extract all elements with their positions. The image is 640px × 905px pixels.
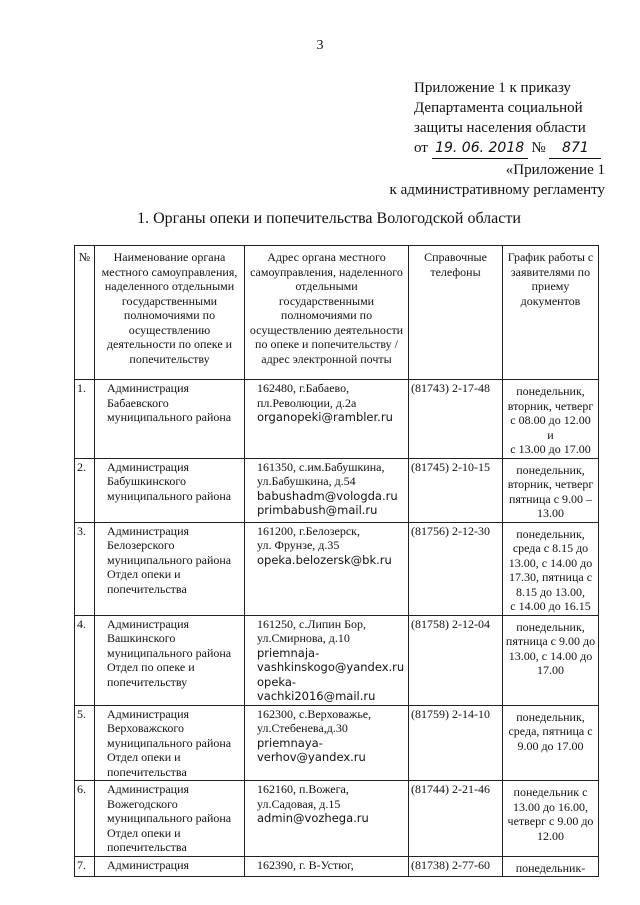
organ-name-line: Вашкинского bbox=[107, 631, 176, 645]
organ-name-line: Верховажского bbox=[107, 721, 184, 735]
organ-name-cell bbox=[95, 856, 245, 877]
schedule-line: 17.00 bbox=[537, 663, 564, 677]
organ-name-line: Отдел опеки и bbox=[107, 567, 181, 581]
phone-cell: (81758) 2-12-04 bbox=[409, 615, 503, 705]
address-line: 161200, г.Белозерск, bbox=[257, 523, 360, 538]
address-cell bbox=[245, 856, 409, 877]
schedule-line: понедельник- bbox=[515, 860, 586, 875]
organ-name-line: Администрация bbox=[107, 523, 190, 538]
table-row bbox=[75, 615, 599, 705]
phone-cell: (81738) 2-77-60 bbox=[409, 856, 503, 877]
organ-name-line: попечительства bbox=[107, 764, 187, 779]
table-row bbox=[75, 380, 599, 459]
organ-name-line: муниципального района bbox=[107, 410, 232, 424]
schedule-line: понедельник, bbox=[516, 709, 585, 724]
schedule-line: среда, пятница с bbox=[508, 724, 593, 738]
schedule-cell bbox=[503, 705, 599, 781]
address-cell bbox=[245, 458, 409, 522]
phone-cell: (81745) 2-10-15 bbox=[409, 458, 503, 522]
schedule-cell bbox=[503, 458, 599, 522]
organ-name-line: Отдел опеки и bbox=[107, 825, 181, 840]
organ-name-cell bbox=[95, 781, 245, 857]
organ-name-line: муниципального района bbox=[107, 552, 232, 567]
phone-cell: (81756) 2-12-30 bbox=[409, 522, 503, 615]
table-row bbox=[75, 705, 599, 781]
address-line: 162480, г.Бабаево, bbox=[257, 381, 350, 395]
address-line: пл.Революции, д.2а bbox=[257, 395, 357, 410]
schedule-line: 17.30, пятница с bbox=[508, 570, 593, 584]
phone-cell: (81743) 2-17-48 bbox=[409, 380, 503, 459]
guardianship-table bbox=[74, 245, 599, 877]
header-line-1: Приложение 1 к приказу bbox=[414, 80, 571, 96]
organ-name-line: Вожегодского bbox=[107, 796, 178, 811]
row-number-cell: 6. bbox=[75, 781, 95, 857]
section-title: 1. Органы опеки и попечительства Вологодской области bbox=[137, 210, 521, 227]
schedule-line: 9.00 до 17.00 bbox=[517, 738, 584, 753]
email-line: opeka-vachki2016@mail.ru bbox=[257, 674, 376, 703]
organ-name-line: муниципального района bbox=[107, 645, 232, 660]
row-number-cell: 7. bbox=[75, 856, 95, 877]
phone-cell: (81759) 2-14-10 bbox=[409, 705, 503, 781]
table-row bbox=[75, 781, 599, 857]
schedule-cell bbox=[503, 615, 599, 705]
schedule-cell bbox=[503, 522, 599, 615]
phone-cell: (81744) 2-21-46 bbox=[409, 781, 503, 857]
from-label: от bbox=[414, 140, 428, 156]
page-number: 3 bbox=[316, 38, 324, 53]
email-line: primbabush@mail.ru bbox=[257, 503, 378, 517]
appendix-note bbox=[380, 160, 605, 200]
schedule-line: 13.00 bbox=[537, 506, 564, 520]
schedule-line: пятница с 9.00 до bbox=[505, 634, 596, 648]
schedule-line: вторник, четверг bbox=[507, 398, 594, 413]
address-cell bbox=[245, 781, 409, 857]
col-header-schedule: График работы с заявителями по приему документов bbox=[503, 246, 599, 380]
email-line: opeka.belozersk@bk.ru bbox=[257, 552, 392, 567]
schedule-cell bbox=[503, 781, 599, 857]
organ-name-line: Отдел по опеке и bbox=[107, 660, 195, 674]
schedule-line: понедельник, bbox=[516, 384, 585, 398]
header-date-line bbox=[414, 138, 634, 159]
col-header-phones: Справочные телефоны bbox=[409, 246, 503, 380]
email-line: verhov@yandex.ru bbox=[257, 750, 366, 764]
organ-name-line: попечительству bbox=[107, 674, 188, 689]
schedule-line: понедельник, bbox=[516, 462, 585, 477]
organ-name-line: муниципального района bbox=[107, 735, 232, 750]
organ-name-cell bbox=[95, 615, 245, 705]
appendix-line-1: «Приложение 1 bbox=[505, 162, 605, 178]
address-line: ул.Садовая, д.15 bbox=[257, 796, 341, 811]
email-line: organopeki@rambler.ru bbox=[257, 410, 393, 424]
order-number: 871 bbox=[549, 138, 601, 159]
organ-name-line: Отдел опеки и bbox=[107, 750, 181, 764]
schedule-line: четверг с 9.00 до bbox=[507, 814, 594, 828]
organ-name-cell bbox=[95, 380, 245, 459]
header-line-2: Департамента социальной bbox=[414, 100, 583, 116]
table-row bbox=[75, 458, 599, 522]
address-line: 162390, г. В-Устюг, bbox=[257, 857, 354, 872]
address-cell bbox=[245, 615, 409, 705]
organ-name-line: муниципального района bbox=[107, 811, 232, 825]
address-line: 161350, с.им.Бабушкина, bbox=[257, 459, 385, 474]
row-number-cell: 1. bbox=[75, 380, 95, 459]
schedule-line: 13.00, с 14.00 до bbox=[508, 555, 593, 570]
organ-name-line: попечительства bbox=[107, 840, 187, 854]
schedule-line: 8.15 до 13.00, bbox=[515, 584, 586, 599]
schedule-line: понедельник, bbox=[516, 619, 585, 634]
organ-name-line: Администрация bbox=[107, 616, 190, 631]
address-cell bbox=[245, 705, 409, 781]
schedule-line: пятница с 9.00 – bbox=[508, 491, 593, 506]
table-row bbox=[75, 522, 599, 615]
address-cell bbox=[245, 380, 409, 459]
order-date: 19. 06. 2018 bbox=[432, 138, 528, 159]
header-line-3: защиты населения области bbox=[414, 120, 586, 136]
schedule-line: с 08.00 до 12.00 bbox=[510, 413, 591, 427]
organ-name-line: Администрация bbox=[107, 459, 190, 474]
email-line: babushadm@vologda.ru bbox=[257, 488, 398, 503]
schedule-line: понедельник с bbox=[513, 785, 588, 799]
email-line: priemnaya- bbox=[257, 735, 323, 750]
table-row bbox=[75, 856, 599, 877]
schedule-line: среда с 8.15 до bbox=[512, 541, 589, 555]
organ-name-line: попечительства bbox=[107, 581, 187, 596]
address-line: ул.Бабушкина, д.54 bbox=[257, 474, 356, 488]
organ-name-cell bbox=[95, 458, 245, 522]
schedule-line: 12.00 bbox=[537, 828, 564, 843]
schedule-line: 13.00 до 16.00, bbox=[512, 799, 589, 814]
row-number-cell: 3. bbox=[75, 522, 95, 615]
schedule-cell bbox=[503, 380, 599, 459]
order-header bbox=[414, 78, 634, 159]
schedule-line: вторник, четверг bbox=[507, 477, 594, 491]
row-number-cell: 2. bbox=[75, 458, 95, 522]
address-cell bbox=[245, 522, 409, 615]
address-line: 161250, с.Липин Бор, bbox=[257, 616, 367, 631]
organ-name-line: Администрация bbox=[107, 857, 190, 872]
email-line: admin@vozhega.ru bbox=[257, 811, 369, 825]
col-header-name: Наименование органа местного самоуправления, наделенного отдельными государственными полномочиями по осуществлению деятельности по опеке и попечительству bbox=[95, 246, 245, 380]
schedule-cell bbox=[503, 856, 599, 877]
organ-name-line: Администрация bbox=[107, 381, 190, 395]
organ-name-line: муниципального района bbox=[107, 488, 232, 503]
organ-name-line: Бабушкинского bbox=[107, 474, 186, 488]
schedule-line: понедельник, bbox=[516, 526, 585, 541]
email-line: vashkinskogo@yandex.ru bbox=[257, 660, 405, 674]
appendix-line-2: к административному регламенту bbox=[389, 182, 605, 198]
organ-name-line: Администрация bbox=[107, 782, 190, 796]
table-header-row bbox=[75, 246, 599, 380]
address-line: ул.Стебенева,д.30 bbox=[257, 721, 348, 735]
address-line: ул.Смирнова, д.10 bbox=[257, 631, 350, 645]
address-line: 162160, п.Вожега, bbox=[257, 782, 349, 796]
schedule-line: с 13.00 до 17.00 bbox=[510, 442, 591, 456]
schedule-line: с 14.00 до 16.15 bbox=[510, 599, 591, 613]
organ-name-cell bbox=[95, 522, 245, 615]
schedule-line: и bbox=[547, 427, 554, 442]
row-number-cell: 4. bbox=[75, 615, 95, 705]
email-line: priemnaja- bbox=[257, 645, 320, 660]
number-label: № bbox=[531, 140, 546, 156]
address-line: 162300, с.Верховажье, bbox=[257, 706, 372, 721]
organ-name-cell bbox=[95, 705, 245, 781]
organ-name-line: Бабаевского bbox=[107, 395, 169, 410]
organ-name-line: Администрация bbox=[107, 706, 190, 721]
address-line: ул. Фрунзе, д.35 bbox=[257, 538, 340, 552]
col-header-address: Адрес органа местного самоуправления, наделенного отдельными государственными полномочиями по осуществлению деятельности по опеке и попечительству /адрес электронной почты bbox=[245, 246, 409, 380]
col-header-number: № bbox=[75, 246, 95, 380]
organ-name-line: Белозерского bbox=[107, 538, 175, 552]
schedule-line: 13.00, с 14.00 до bbox=[508, 648, 593, 663]
row-number-cell: 5. bbox=[75, 705, 95, 781]
